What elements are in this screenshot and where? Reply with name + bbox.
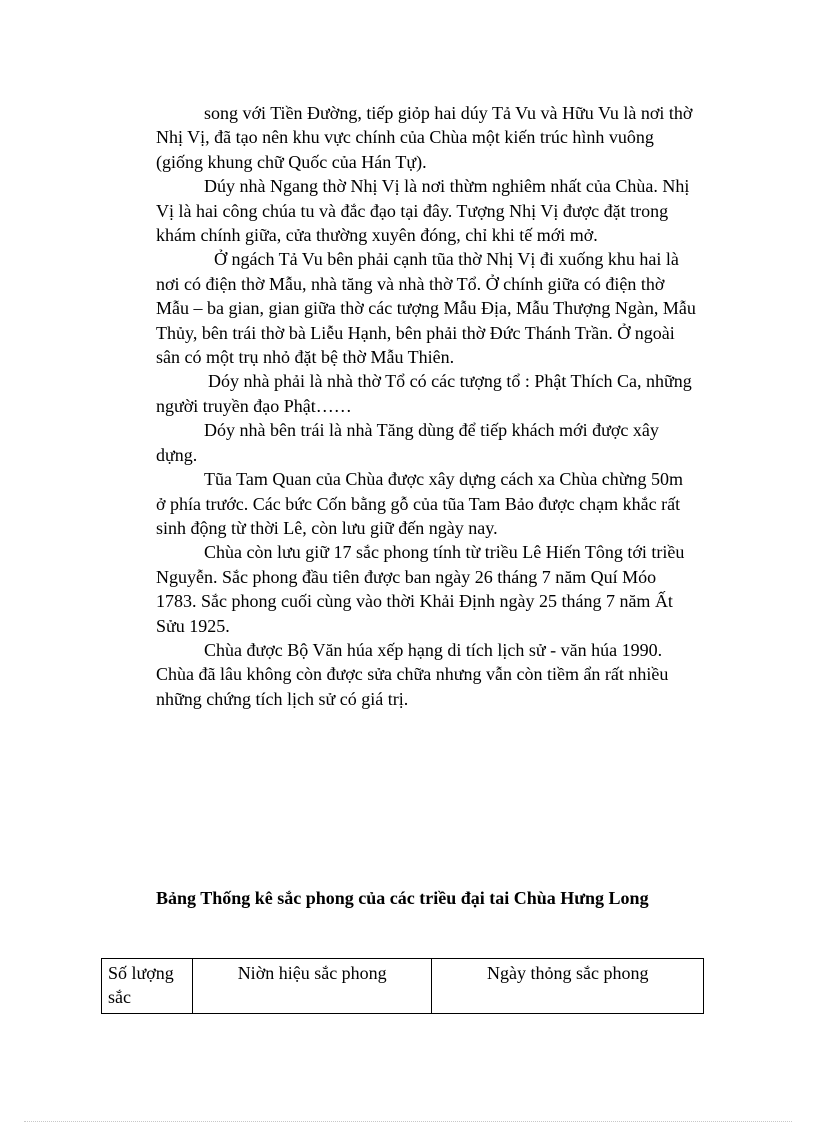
header-reign-title: Niờn hiệu sắc phong <box>192 959 432 1014</box>
sac-phong-table <box>101 958 704 1014</box>
paragraph-to-house: Dóy nhà phải là nhà thờ Tổ có các tượng tổ : Phật Thích Ca, những người truyền đạo Phật…… <box>156 371 692 416</box>
paragraph-heritage-ranking: Chùa được Bộ Văn húa xếp hạng di tích lịch sử - văn húa 1990. Chùa đã lâu không còn được sửa chữa nhưng vẫn còn tiềm ẩn rất nhiều những chứng tích lịch sử có giá trị. <box>156 639 669 709</box>
header-quantity: Số lượng sắc <box>102 959 193 1014</box>
paragraph-structure: song với Tiền Đường, tiếp giỏp hai dúy Tả Vu và Hữu Vu là nơi thờ Nhị Vị, đã tạo nên khu vực chính của Chùa một kiến trúc hình vuông (giống khung chữ Quốc của Hán Tự). <box>156 103 693 172</box>
paragraph-nhi-vi-hall: Dúy nhà Ngang thờ Nhị Vị là nơi thừm nghiêm nhất của Chùa. Nhị Vị là hai công chúa tu và đắc đạo tại đây. Tượng Nhị Vị được đặt trong khám chính giữa, cửa thường xuyên đóng, chỉ khi tế mới mở. <box>156 176 690 246</box>
paragraph-mau-shrine: Ở ngách Tả Vu bên phải cạnh tũa thờ Nhị Vị đi xuống khu hai là nơi có điện thờ Mẫu, nhà tăng và nhà thờ Tổ. Ở chính giữa có điện thờ Mẫu – ba gian, gian giữa thờ các tượng Mẫu Địa, Mẫu Thượng Ngàn, Mẫu Thủy, bên trái thờ bà Liễu Hạnh, bên phải thờ Đức Thánh Trần. Ở ngoài sân có một trụ nhỏ đặt bệ thờ Mẫu Thiên. <box>156 249 696 368</box>
table-header-row <box>102 959 704 1014</box>
paragraph-tam-quan: Tũa Tam Quan của Chùa được xây dựng cách xa Chùa chừng 50m ở phía trước. Các bức Cốn bằng gỗ của tũa Tam Bảo được chạm khắc rất sinh động từ thời Lê, còn lưu giữ đến ngày nay. <box>156 469 684 538</box>
header-date: Ngày thỏng sắc phong <box>432 959 704 1014</box>
paragraph-tang-house: Dóy nhà bên trái là nhà Tăng dùng để tiếp khách mới được xây dựng. <box>156 420 659 465</box>
table-title: Bảng Thống kê sắc phong của các triều đại tai Chùa Hưng Long <box>156 888 649 908</box>
page-bottom-rule <box>24 1121 792 1122</box>
body-text <box>156 101 696 711</box>
paragraph-sac-phong: Chùa còn lưu giữ 17 sắc phong tính từ triều Lê Hiến Tông tới triều Nguyễn. Sắc phong đầu tiên được ban ngày 26 tháng 7 năm Quí Móo 1783. Sắc phong cuối cùng vào thời Khải Định ngày 25 tháng 7 năm Ất Sửu 1925. <box>156 542 685 636</box>
